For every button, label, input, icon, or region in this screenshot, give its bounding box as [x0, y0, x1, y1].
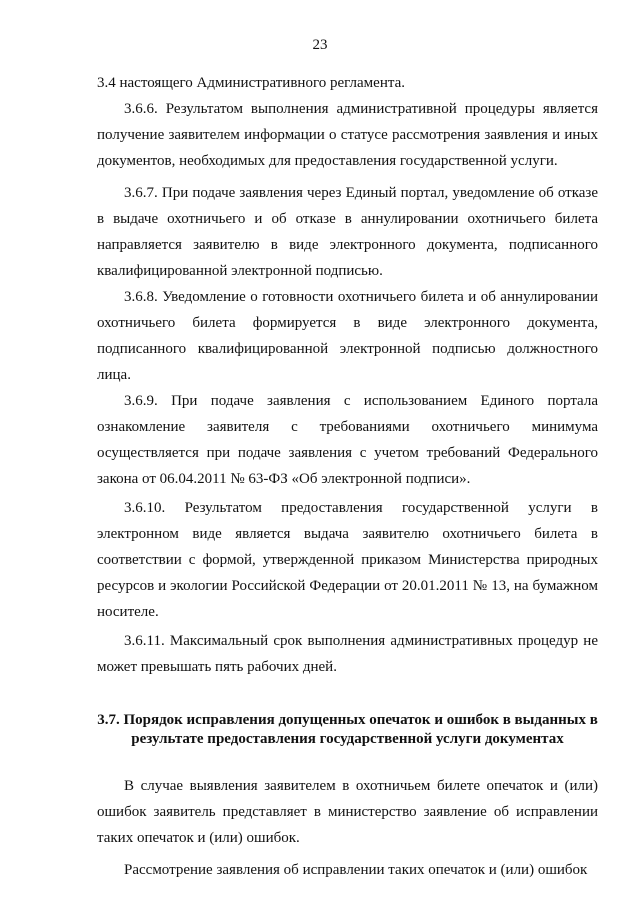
- section-paragraph-2: Рассмотрение заявления об исправлении таких опечаток и (или) ошибок: [124, 862, 588, 878]
- section-heading-3-7: 3.7. Порядок исправления допущенных опечаток и ошибок в выданных в результате предоставления государственной услуги документах: [97, 712, 598, 747]
- document-body: [97, 70, 598, 883]
- paragraph-3-6-10: 3.6.10. Результатом предоставления государственной услуги в электронном виде является выдача заявителю охотничьего билета в соответствии с формой, утвержденной приказом Министерства природных ресурсов и экологии Российской Федерации от 20.01.2011 № 13, на бумажном носителе.: [97, 500, 598, 620]
- section-paragraph-1: В случае выявления заявителем в охотничьем билете опечаток и (или) ошибок заявитель представляет в министерство заявление об исправлении таких опечаток и (или) ошибок.: [97, 778, 598, 846]
- paragraph-3-6-8: 3.6.8. Уведомление о готовности охотничьего билета и об аннулировании охотничьего билета формируется в виде электронного документа, подписанного квалифицированной электронной подписью должностного лица.: [97, 289, 598, 383]
- page-number: 23: [312, 37, 328, 53]
- paragraph-3-6-9: 3.6.9. При подаче заявления с использованием Единого портала ознакомление заявителя с требованиями охотничьего минимума осуществляется при подаче заявления с учетом требований Федерального закона от 06.04.2011 № 63-ФЗ «Об электронной подписи».: [97, 393, 598, 487]
- paragraph-3-6-7: 3.6.7. При подаче заявления через Единый портал, уведомление об отказе в выдаче охотничьего и об отказе в аннулировании охотничьего билета направляется заявителю в виде электронного документа, подписанного квалифицированной электронной подписью.: [97, 185, 598, 279]
- paragraph-3-6-6: 3.6.6. Результатом выполнения административной процедуры является получение заявителем информации о статусе рассмотрения заявления и иных документов, необходимых для предоставления государственной услуги.: [97, 101, 598, 169]
- paragraph-continuation: 3.4 настоящего Административного регламента.: [97, 75, 405, 91]
- paragraph-3-6-11: 3.6.11. Максимальный срок выполнения административных процедур не может превышать пять рабочих дней.: [97, 633, 598, 675]
